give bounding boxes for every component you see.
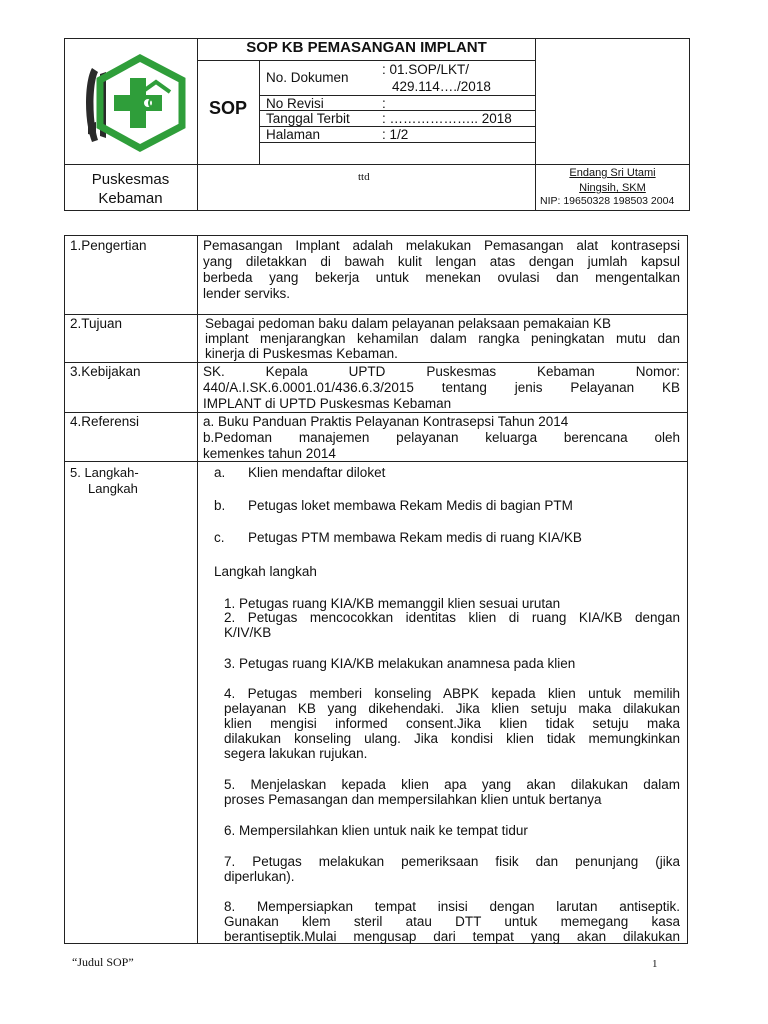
section-label-referensi: 4.Referensi [70, 414, 140, 429]
step-4-line: dilakukan konseling ulang. Jika kondisi klien tidak memungkinkan [224, 731, 680, 746]
pengertian-line: yang diletakkan di bawah kulit lengan atas dengan jumlah kapsul [203, 254, 680, 269]
step-8-line: berantiseptik.Mulai mengusap dari tempat yang akan dilakukan [224, 929, 680, 944]
pengertian-line: lender serviks. [203, 286, 291, 301]
no-revisi-value: : [382, 96, 386, 111]
halaman-label: Halaman [266, 127, 321, 142]
list-item-marker: b. [214, 498, 226, 513]
step-5-line: proses Pemasangan dan mempersilahkan klien untuk bertanya [224, 792, 602, 807]
step-7-line: diperlukan). [224, 869, 295, 884]
footer-doc-title: “Judul SOP” [72, 955, 134, 969]
no-dokumen-value: : 01.SOP/LKT/ [382, 62, 470, 77]
pengertian-line: berbeda yang bekerja untuk menekan ovulasi dan mengentalkan [203, 270, 680, 285]
org-name-line-2: Kebaman [98, 190, 163, 207]
signer-name-line-1: Endang Sri Utami [569, 167, 656, 179]
section-label-langkah-2: Langkah [88, 481, 138, 496]
list-item: Petugas loket membawa Rekam Medis di bagian PTM [248, 498, 573, 513]
page-number: 1 [652, 958, 658, 970]
referensi-line: kemenkes tahun 2014 [203, 446, 336, 461]
referensi-line: b.Pedoman manajemen pelayanan keluarga berencana oleh [203, 430, 680, 445]
pengertian-line: Pemasangan Implant adalah melakukan Pemasangan alat kontrasepsi [203, 238, 680, 253]
step-8-line: 8. Mempersiapkan tempat insisi dengan larutan antiseptik. [224, 899, 680, 914]
halaman-value: : 1/2 [382, 127, 409, 142]
section-label-kebijakan: 3.Kebijakan [70, 364, 141, 379]
tujuan-line: Sebagai pedoman baku dalam pelayanan pelaksaan pemakaian KB [205, 316, 612, 331]
step-4-line: segera lakukan rujukan. [224, 746, 368, 761]
document-title: SOP KB PEMASANGAN IMPLANT [246, 39, 487, 56]
step-4-line: 4. Petugas memberi konseling ABPK kepada klien untuk memilih [224, 686, 680, 701]
referensi-line: a. Buku Panduan Praktis Pelayanan Kontrasepsi Tahun 2014 [203, 414, 569, 429]
step-6: 6. Mempersilahkan klien untuk naik ke tempat tidur [224, 823, 528, 838]
section-label-pengertian: 1.Pengertian [70, 238, 147, 253]
list-item: Petugas PTM membawa Rekam medis di ruang KIA/KB [248, 530, 582, 545]
logo-emblem-icon [78, 52, 190, 152]
kebijakan-line: 440/A.I.SK.6.0001.01/436.6.3/2015 tentang jenis Pelayanan KB [203, 380, 680, 395]
ttd-signature: ttd [358, 171, 370, 183]
list-item-marker: c. [214, 530, 225, 545]
tujuan-line: implant menjarangkan kehamilan dalam rangka peningkatan mutu dan [205, 331, 680, 346]
step-2-cont: K/IV/KB [224, 625, 272, 640]
step-2: 2. Petugas mencocokkan identitas klien di ruang KIA/KB dengan [224, 610, 680, 625]
list-item: Klien mendaftar diloket [248, 465, 386, 480]
list-item-marker: a. [214, 465, 226, 480]
tanggal-terbit-value: : ……………….. 2018 [382, 111, 512, 126]
signer-nip: NIP: 19650328 198503 2004 [540, 195, 675, 207]
signer-name-line-2: Ningsih, SKM [579, 182, 646, 194]
step-5-line: 5. Menjelaskan kepada klien apa yang akan dilakukan dalam [224, 777, 680, 792]
step-4-line: pelayanan KB yang dikehendaki. Jika klien setuju maka dilakukan [224, 701, 680, 716]
kebijakan-line: SK. Kepala UPTD Puskesmas Kebaman Nomor: [203, 364, 680, 379]
puskesmas-logo [78, 52, 190, 152]
no-dokumen-label: No. Dokumen [266, 70, 349, 85]
step-1: 1. Petugas ruang KIA/KB memanggil klien sesuai urutan [224, 596, 561, 611]
no-revisi-label: No Revisi [266, 96, 324, 111]
step-3: 3. Petugas ruang KIA/KB melakukan anamnesa pada klien [224, 656, 576, 671]
section-label-tujuan: 2.Tujuan [70, 316, 123, 331]
section-label-langkah: 5. Langkah- [70, 465, 139, 480]
no-dokumen-value-2: 429.114…./2018 [392, 79, 491, 94]
steps-subheading: Langkah langkah [214, 564, 317, 579]
tanggal-terbit-label: Tanggal Terbit [266, 111, 350, 126]
sop-label: SOP [208, 98, 247, 118]
tujuan-line: kinerja di Puskesmas Kebaman. [205, 346, 398, 361]
step-8-line: Gunakan klem steril atau DTT untuk memegang kasa [224, 914, 680, 929]
step-7-line: 7. Petugas melakukan pemeriksaan fisik dan penunjang (jika [224, 854, 680, 869]
step-4-line: klien mengisi informed consent.Jika klien tidak setuju maka [224, 716, 680, 731]
org-name-line-1: Puskesmas [91, 171, 170, 188]
kebijakan-line: IMPLANT di UPTD Puskesmas Kebaman [203, 396, 452, 411]
